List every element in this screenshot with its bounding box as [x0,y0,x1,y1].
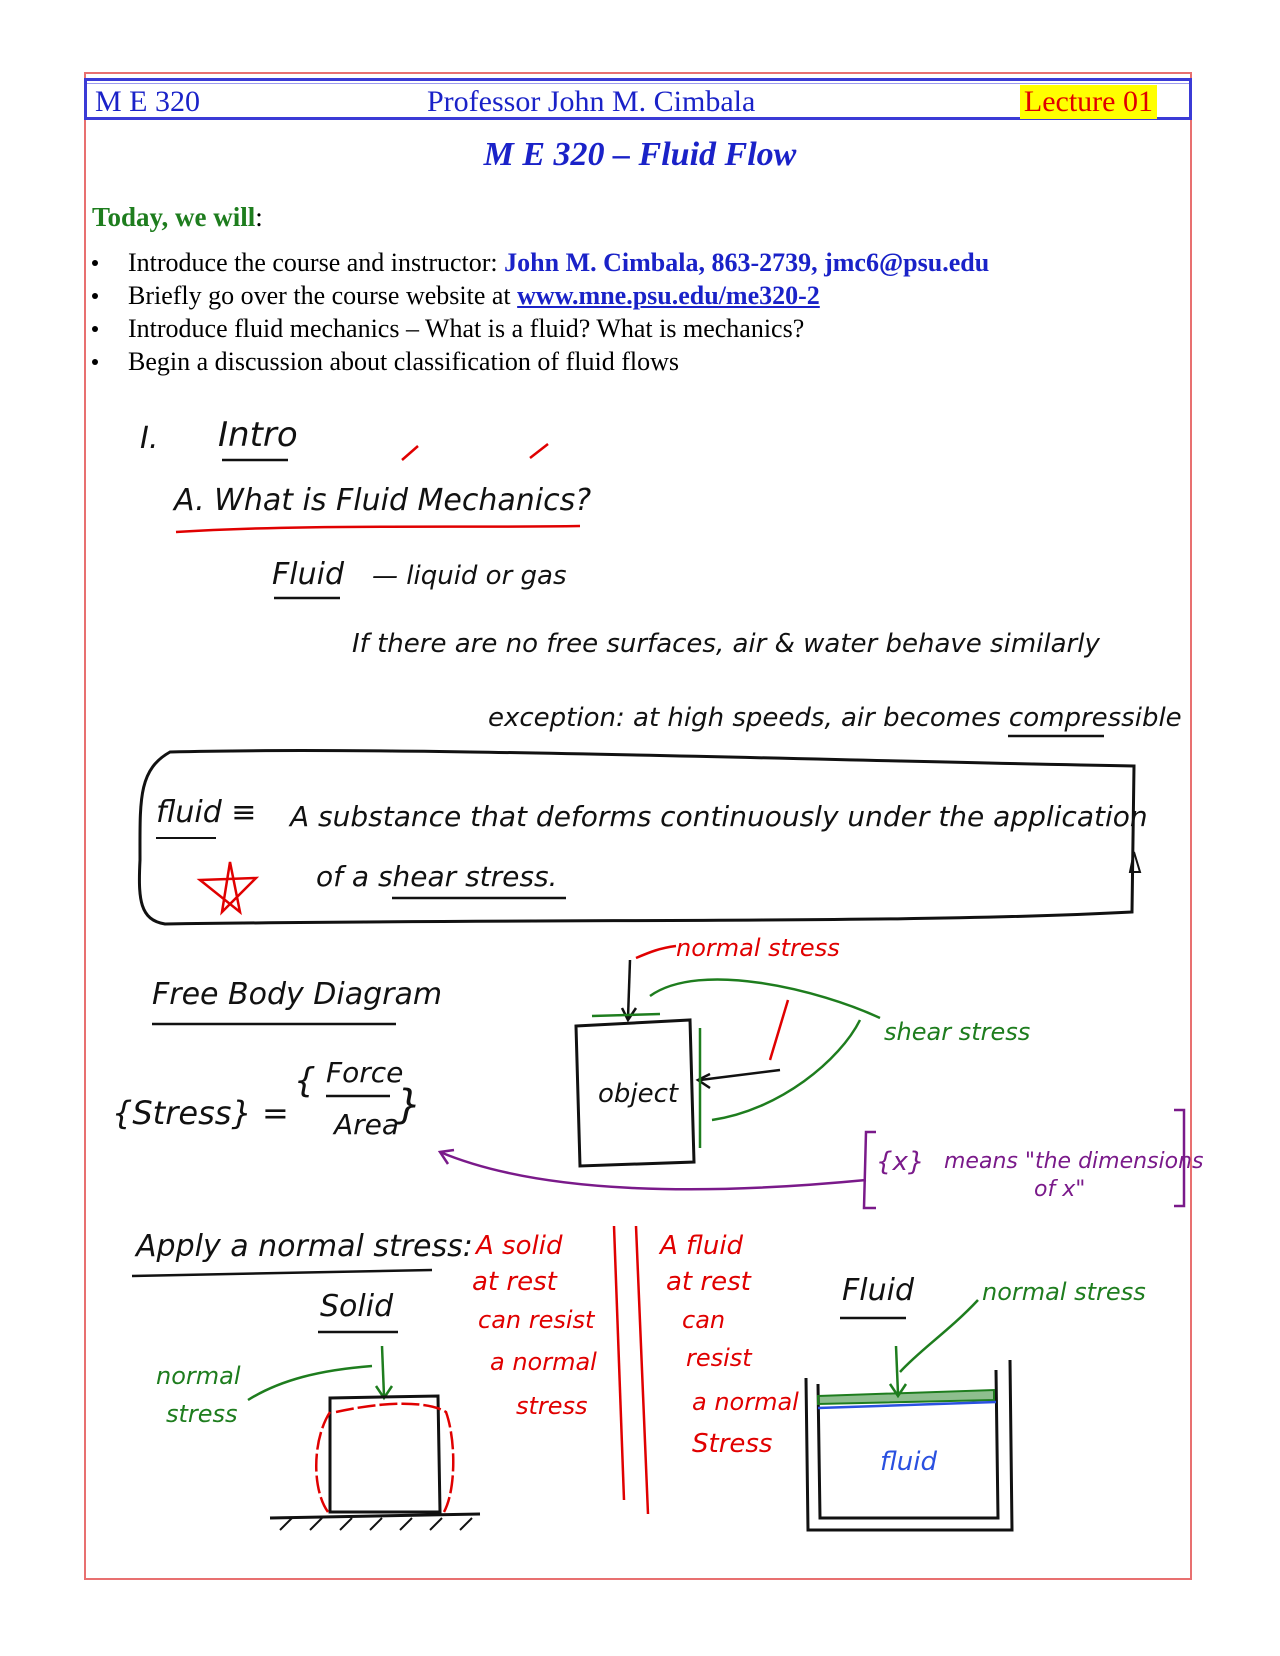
solid-rest-4: a normal [490,1348,597,1376]
shear-arrow-top [592,1014,660,1016]
fluid-rest-2: at rest [666,1267,751,1297]
fluid-load-arrow [896,1346,898,1394]
exception-note: exception: at high speeds, air becomes compressible [488,703,1182,733]
shear-callout-line [712,1020,860,1120]
shear-stress-label: shear stress [884,1018,1031,1046]
red-tick-mark [530,444,548,458]
divider-line [636,1226,648,1514]
fbd-heading: Free Body Diagram [152,977,443,1012]
solid-block [330,1396,440,1512]
divider-line [614,1226,624,1500]
normal-stress-arrow [628,960,630,1018]
course-code: M E 320 [95,85,200,118]
deformed-outline [316,1404,453,1512]
fluid-definition: — liquid or gas [372,561,567,591]
red-tick-mark [402,446,418,460]
fluid-container [806,1360,1012,1530]
agenda-text: Introduce fluid mechanics – What is a fluid? What is mechanics? [128,314,805,343]
green-pointer-line [248,1366,372,1400]
solid-rest-2: at rest [472,1267,557,1297]
ground-hatch [280,1518,472,1530]
apply-heading: Apply a normal stress: [136,1229,473,1264]
solid-rest-3: can resist [478,1306,595,1334]
purple-bracket-left [864,1132,876,1208]
fluid-inside-label: fluid [880,1447,938,1477]
agenda-text: Briefly go over the course website at [128,281,518,310]
fluid-rest-6: Stress [692,1429,773,1459]
section-roman: I. [140,421,159,456]
brace-open-icon: { [294,1061,316,1101]
normal-callout-line [636,946,676,958]
normal-word: normal [156,1362,241,1390]
red-star-icon [200,862,256,912]
agenda-text: Introduce the course and instructor: [128,248,505,277]
page-title: M E 320 – Fluid Flow [483,136,797,173]
section-intro: Intro [218,415,298,455]
fluid-container-label: Fluid [842,1273,914,1308]
course-website-link[interactable]: www.mne.psu.edu/me320-2 [517,281,820,310]
subsection-a: A. What is Fluid Mechanics? [174,483,592,518]
dimensions-of-x: of x" [1034,1177,1086,1202]
brace-close-icon: } [396,1082,422,1128]
definition-line-1: A substance that deforms continuously under the application [290,800,1148,833]
lecture-number: Lecture 01 [1020,85,1157,119]
dimensions-means: means "the dimensions [944,1149,1204,1174]
definition-label: fluid ≡ [156,795,257,830]
no-free-surface-note: If there are no free surfaces, air & water behave similarly [352,629,1100,659]
solid-rest-5: stress [516,1392,588,1420]
object-label: object [598,1079,679,1109]
purple-pointer-arrow [440,1152,866,1189]
today-lead: Today, we will [92,202,256,232]
today-colon: : [255,202,263,232]
red-underline [176,526,580,532]
green-pointer-line [900,1300,978,1372]
instructor-contact: John M. Cimbala, 863-2739, jmc6@psu.edu [504,248,990,277]
stress-lhs: {Stress} = [112,1094,289,1132]
fluid-rest-1: A fluid [660,1231,744,1261]
side-force-arrow [700,1070,780,1080]
stress-word: stress [166,1400,238,1428]
definition-line-2: of a shear stress. [316,860,558,893]
normal-callout-line [770,1000,788,1060]
normal-stress-label: normal stress [676,934,840,962]
area-denominator: Area [334,1108,400,1141]
definition-box [139,751,1134,924]
professor-name: Professor John M. Cimbala [427,85,756,118]
fluid-rest-3: can [682,1306,726,1334]
apply-underline [132,1270,432,1276]
agenda-text: Begin a discussion about classification of fluid flows [128,347,679,376]
fluid-rest-5: a normal [692,1388,799,1416]
dimensions-symbol: {x} [876,1147,925,1177]
shear-callout-line [650,979,880,1018]
fluid-normal-stress-label: normal stress [982,1278,1146,1306]
solid-rest-1: A solid [476,1231,563,1261]
force-numerator: Force [326,1056,404,1089]
fluid-word: Fluid [272,557,344,592]
solid-label: Solid [320,1289,394,1324]
fluid-rest-4: resist [686,1344,752,1372]
solid-load-arrow [382,1346,384,1396]
ground-line [270,1514,480,1518]
